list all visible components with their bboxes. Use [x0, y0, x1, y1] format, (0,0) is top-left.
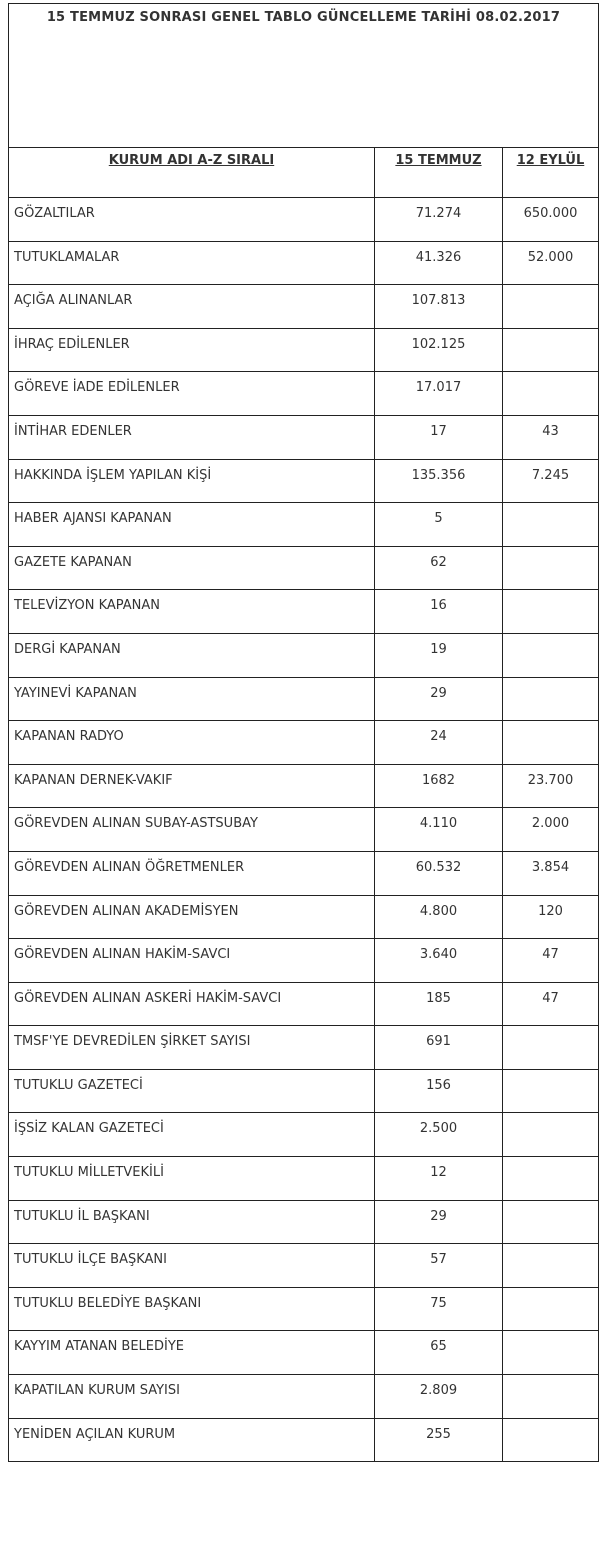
value-15-temmuz: 19 — [375, 633, 503, 677]
row-label: DERGİ KAPANAN — [9, 633, 375, 677]
row-label: İNTİHAR EDENLER — [9, 415, 375, 459]
header-12-eylul: 12 EYLÜL — [503, 148, 599, 198]
row-label: GÖREVE İADE EDİLENLER — [9, 372, 375, 416]
value-12-eylul — [503, 633, 599, 677]
row-label: HABER AJANSI KAPANAN — [9, 503, 375, 547]
row-label: TUTUKLU GAZETECİ — [9, 1069, 375, 1113]
table-row — [9, 241, 599, 285]
table-row — [9, 677, 599, 721]
value-12-eylul — [503, 1375, 599, 1419]
value-12-eylul — [503, 503, 599, 547]
value-12-eylul — [503, 1069, 599, 1113]
value-12-eylul — [503, 590, 599, 634]
data-table — [8, 3, 599, 1462]
value-12-eylul — [503, 721, 599, 765]
value-12-eylul: 23.700 — [503, 764, 599, 808]
value-15-temmuz: 107.813 — [375, 285, 503, 329]
value-15-temmuz: 135.356 — [375, 459, 503, 503]
row-label: İHRAÇ EDİLENLER — [9, 328, 375, 372]
value-15-temmuz: 17 — [375, 415, 503, 459]
table-row — [9, 1026, 599, 1070]
row-label: GÖREVDEN ALINAN ÖĞRETMENLER — [9, 851, 375, 895]
value-15-temmuz: 41.326 — [375, 241, 503, 285]
row-label: HAKKINDA İŞLEM YAPILAN KİŞİ — [9, 459, 375, 503]
value-12-eylul — [503, 546, 599, 590]
value-12-eylul: 650.000 — [503, 198, 599, 242]
value-12-eylul: 7.245 — [503, 459, 599, 503]
table-row — [9, 633, 599, 677]
value-15-temmuz: 24 — [375, 721, 503, 765]
table-row — [9, 285, 599, 329]
value-12-eylul — [503, 677, 599, 721]
value-12-eylul — [503, 285, 599, 329]
value-12-eylul — [503, 1331, 599, 1375]
table-row — [9, 1113, 599, 1157]
row-label: GÖREVDEN ALINAN AKADEMİSYEN — [9, 895, 375, 939]
row-label: TUTUKLU MİLLETVEKİLİ — [9, 1157, 375, 1201]
table-row — [9, 721, 599, 765]
table-row — [9, 1287, 599, 1331]
table-row — [9, 1331, 599, 1375]
table-row — [9, 459, 599, 503]
table-title: 15 TEMMUZ SONRASI GENEL TABLO GÜNCELLEME TARİHİ 08.02.2017 — [9, 4, 599, 148]
row-label: TUTUKLAMALAR — [9, 241, 375, 285]
table-row — [9, 590, 599, 634]
table-row — [9, 808, 599, 852]
value-15-temmuz: 255 — [375, 1418, 503, 1462]
row-label: AÇIĞA ALINANLAR — [9, 285, 375, 329]
table-row — [9, 895, 599, 939]
value-12-eylul — [503, 1157, 599, 1201]
row-label: TUTUKLU BELEDİYE BAŞKANI — [9, 1287, 375, 1331]
header-15-temmuz: 15 TEMMUZ — [375, 148, 503, 198]
value-12-eylul — [503, 328, 599, 372]
value-12-eylul: 47 — [503, 982, 599, 1026]
value-15-temmuz: 185 — [375, 982, 503, 1026]
value-15-temmuz: 1682 — [375, 764, 503, 808]
value-15-temmuz: 156 — [375, 1069, 503, 1113]
value-12-eylul: 52.000 — [503, 241, 599, 285]
value-12-eylul: 2.000 — [503, 808, 599, 852]
row-label: GÖREVDEN ALINAN HAKİM-SAVCI — [9, 939, 375, 983]
value-12-eylul: 47 — [503, 939, 599, 983]
value-15-temmuz: 29 — [375, 677, 503, 721]
value-15-temmuz: 75 — [375, 1287, 503, 1331]
value-15-temmuz: 60.532 — [375, 851, 503, 895]
value-12-eylul — [503, 1026, 599, 1070]
table-row — [9, 415, 599, 459]
value-15-temmuz: 17.017 — [375, 372, 503, 416]
value-15-temmuz: 2.809 — [375, 1375, 503, 1419]
table-row — [9, 1157, 599, 1201]
table-row — [9, 1200, 599, 1244]
value-12-eylul — [503, 1418, 599, 1462]
row-label: TUTUKLU İL BAŞKANI — [9, 1200, 375, 1244]
value-15-temmuz: 5 — [375, 503, 503, 547]
value-12-eylul — [503, 372, 599, 416]
row-label: KAYYIM ATANAN BELEDİYE — [9, 1331, 375, 1375]
value-12-eylul — [503, 1244, 599, 1288]
table-row — [9, 1244, 599, 1288]
value-15-temmuz: 65 — [375, 1331, 503, 1375]
row-label: GÖZALTILAR — [9, 198, 375, 242]
table-row — [9, 1375, 599, 1419]
table-row — [9, 982, 599, 1026]
row-label: YAYINEVİ KAPANAN — [9, 677, 375, 721]
row-label: GÖREVDEN ALINAN SUBAY-ASTSUBAY — [9, 808, 375, 852]
value-15-temmuz: 2.500 — [375, 1113, 503, 1157]
value-12-eylul: 43 — [503, 415, 599, 459]
value-12-eylul — [503, 1287, 599, 1331]
header-row — [9, 148, 599, 198]
value-15-temmuz: 12 — [375, 1157, 503, 1201]
row-label: TUTUKLU İLÇE BAŞKANI — [9, 1244, 375, 1288]
value-15-temmuz: 691 — [375, 1026, 503, 1070]
value-15-temmuz: 4.800 — [375, 895, 503, 939]
value-12-eylul — [503, 1200, 599, 1244]
row-label: TMSF'YE DEVREDİLEN ŞİRKET SAYISI — [9, 1026, 375, 1070]
row-label: KAPANAN RADYO — [9, 721, 375, 765]
table-row — [9, 198, 599, 242]
table-row — [9, 939, 599, 983]
value-15-temmuz: 3.640 — [375, 939, 503, 983]
table-row — [9, 328, 599, 372]
table-row — [9, 503, 599, 547]
header-kurum: KURUM ADI A-Z SIRALI — [9, 148, 375, 198]
row-label: YENİDEN AÇILAN KURUM — [9, 1418, 375, 1462]
value-15-temmuz: 57 — [375, 1244, 503, 1288]
value-15-temmuz: 71.274 — [375, 198, 503, 242]
row-label: TELEVİZYON KAPANAN — [9, 590, 375, 634]
value-15-temmuz: 4.110 — [375, 808, 503, 852]
value-12-eylul: 3.854 — [503, 851, 599, 895]
value-15-temmuz: 16 — [375, 590, 503, 634]
row-label: KAPATILAN KURUM SAYISI — [9, 1375, 375, 1419]
row-label: GÖREVDEN ALINAN ASKERİ HAKİM-SAVCI — [9, 982, 375, 1026]
table-row — [9, 764, 599, 808]
row-label: GAZETE KAPANAN — [9, 546, 375, 590]
value-12-eylul — [503, 1113, 599, 1157]
table-row — [9, 546, 599, 590]
value-12-eylul: 120 — [503, 895, 599, 939]
value-15-temmuz: 29 — [375, 1200, 503, 1244]
row-label: KAPANAN DERNEK-VAKIF — [9, 764, 375, 808]
table-row — [9, 1069, 599, 1113]
table-row — [9, 1418, 599, 1462]
value-15-temmuz: 62 — [375, 546, 503, 590]
table-row — [9, 851, 599, 895]
data-table-container — [8, 3, 598, 1462]
row-label: İŞSİZ KALAN GAZETECİ — [9, 1113, 375, 1157]
value-15-temmuz: 102.125 — [375, 328, 503, 372]
table-row — [9, 372, 599, 416]
